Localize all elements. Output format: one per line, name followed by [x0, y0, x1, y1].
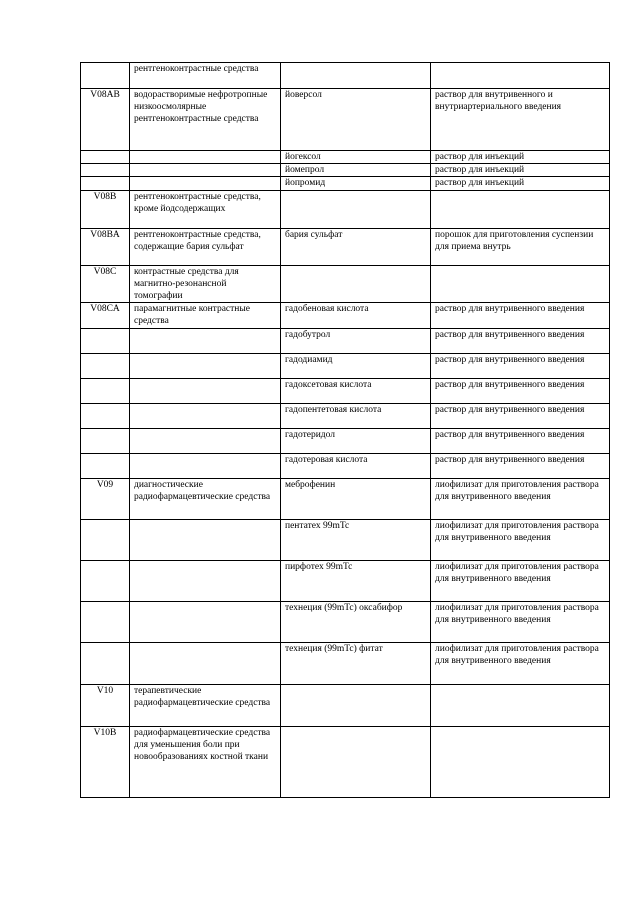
drug-name-cell: гадотеридол [281, 428, 431, 453]
table-row [81, 265, 610, 303]
dosage-form-cell: раствор для внутривенного и внутриартериального введения [431, 89, 610, 151]
group-cell: водорастворимые нефротропные низкоосмолярные рентгеноконтрастные средства [130, 89, 281, 151]
dosage-form-cell: раствор для внутривенного введения [431, 403, 610, 428]
atc-code-cell [81, 453, 130, 478]
table-row [81, 164, 610, 177]
dosage-form-cell [431, 684, 610, 726]
group-cell [130, 378, 281, 403]
drug-name-cell: гадопентетовая кислота [281, 403, 431, 428]
table-row [81, 428, 610, 453]
table-row [81, 726, 610, 797]
atc-code-cell: V10 [81, 684, 130, 726]
group-cell: рентгеноконтрастные средства, кроме йодсодержащих [130, 190, 281, 228]
atc-code-cell: V09 [81, 478, 130, 519]
table-row [81, 684, 610, 726]
drug-name-cell: бария сульфат [281, 228, 431, 265]
table-row [81, 601, 610, 642]
table-row [81, 403, 610, 428]
drug-table [80, 62, 610, 798]
group-cell [130, 560, 281, 601]
dosage-form-cell [431, 265, 610, 303]
table-row [81, 378, 610, 403]
table-row [81, 560, 610, 601]
dosage-form-cell: лиофилизат для приготовления раствора для внутривенного введения [431, 478, 610, 519]
drug-name-cell [281, 190, 431, 228]
drug-name-cell: йоверсол [281, 89, 431, 151]
drug-name-cell: гадобеновая кислота [281, 303, 431, 328]
atc-code-cell: V10B [81, 726, 130, 797]
group-cell [130, 453, 281, 478]
atc-code-cell [81, 328, 130, 353]
atc-code-cell [81, 560, 130, 601]
group-cell: рентгеноконтрастные средства, содержащие бария сульфат [130, 228, 281, 265]
drug-name-cell: гадодиамид [281, 353, 431, 378]
atc-code-cell [81, 601, 130, 642]
group-cell: парамагнитные контрастные средства [130, 303, 281, 328]
atc-code-cell [81, 378, 130, 403]
drug-name-cell [281, 265, 431, 303]
table-row [81, 190, 610, 228]
drug-name-cell [281, 726, 431, 797]
dosage-form-cell [431, 190, 610, 228]
atc-code-cell [81, 428, 130, 453]
group-cell: терапевтические радиофармацевтические средства [130, 684, 281, 726]
group-cell [130, 328, 281, 353]
group-cell: радиофармацевтические средства для уменьшения боли при новообразованиях костной ткани [130, 726, 281, 797]
dosage-form-cell: раствор для внутривенного введения [431, 428, 610, 453]
dosage-form-cell: раствор для инъекций [431, 177, 610, 190]
dosage-form-cell: раствор для внутривенного введения [431, 453, 610, 478]
atc-code-cell [81, 164, 130, 177]
table-row [81, 151, 610, 164]
atc-code-cell [81, 403, 130, 428]
dosage-form-cell: раствор для инъекций [431, 164, 610, 177]
atc-code-cell [81, 519, 130, 560]
dosage-form-cell: лиофилизат для приготовления раствора для внутривенного введения [431, 642, 610, 684]
group-cell [130, 151, 281, 164]
drug-name-cell: пирфотех 99mTc [281, 560, 431, 601]
group-cell: контрастные средства для магнитно-резонансной томографии [130, 265, 281, 303]
table-row [81, 453, 610, 478]
atc-code-cell: V08AB [81, 89, 130, 151]
table-row [81, 177, 610, 190]
dosage-form-cell: порошок для приготовления суспензии для приема внутрь [431, 228, 610, 265]
drug-name-cell: технеция (99mTc) фитат [281, 642, 431, 684]
atc-code-cell [81, 642, 130, 684]
table-row [81, 228, 610, 265]
table-row [81, 89, 610, 151]
drug-name-cell: йопромид [281, 177, 431, 190]
drug-name-cell: гадотеровая кислота [281, 453, 431, 478]
group-cell [130, 353, 281, 378]
atc-code-cell [81, 353, 130, 378]
group-cell: рентгеноконтрастные средства [130, 63, 281, 89]
dosage-form-cell: лиофилизат для приготовления раствора для внутривенного введения [431, 601, 610, 642]
drug-name-cell [281, 684, 431, 726]
group-cell [130, 642, 281, 684]
dosage-form-cell: лиофилизат для приготовления раствора для внутривенного введения [431, 560, 610, 601]
atc-code-cell: V08BA [81, 228, 130, 265]
table-row [81, 303, 610, 328]
table-row [81, 519, 610, 560]
atc-code-cell [81, 63, 130, 89]
atc-code-cell: V08C [81, 265, 130, 303]
group-cell [130, 177, 281, 190]
dosage-form-cell [431, 726, 610, 797]
group-cell [130, 519, 281, 560]
table-row [81, 478, 610, 519]
table-row [81, 63, 610, 89]
group-cell: диагностические радиофармацевтические средства [130, 478, 281, 519]
table-row [81, 328, 610, 353]
dosage-form-cell [431, 63, 610, 89]
atc-code-cell: V08CA [81, 303, 130, 328]
group-cell [130, 601, 281, 642]
drug-name-cell: гадобутрол [281, 328, 431, 353]
atc-code-cell: V08B [81, 190, 130, 228]
dosage-form-cell: раствор для инъекций [431, 151, 610, 164]
drug-name-cell: йогексол [281, 151, 431, 164]
atc-code-cell [81, 151, 130, 164]
atc-code-cell [81, 177, 130, 190]
drug-name-cell: гадоксетовая кислота [281, 378, 431, 403]
group-cell [130, 164, 281, 177]
dosage-form-cell: раствор для внутривенного введения [431, 328, 610, 353]
dosage-form-cell: лиофилизат для приготовления раствора для внутривенного введения [431, 519, 610, 560]
drug-name-cell: пентатех 99mTc [281, 519, 431, 560]
group-cell [130, 403, 281, 428]
dosage-form-cell: раствор для внутривенного введения [431, 303, 610, 328]
drug-name-cell: меброфенин [281, 478, 431, 519]
table-row [81, 642, 610, 684]
drug-name-cell: технеция (99mTc) оксабифор [281, 601, 431, 642]
group-cell [130, 428, 281, 453]
dosage-form-cell: раствор для внутривенного введения [431, 378, 610, 403]
table-row [81, 353, 610, 378]
drug-name-cell: йомепрол [281, 164, 431, 177]
drug-name-cell [281, 63, 431, 89]
dosage-form-cell: раствор для внутривенного введения [431, 353, 610, 378]
